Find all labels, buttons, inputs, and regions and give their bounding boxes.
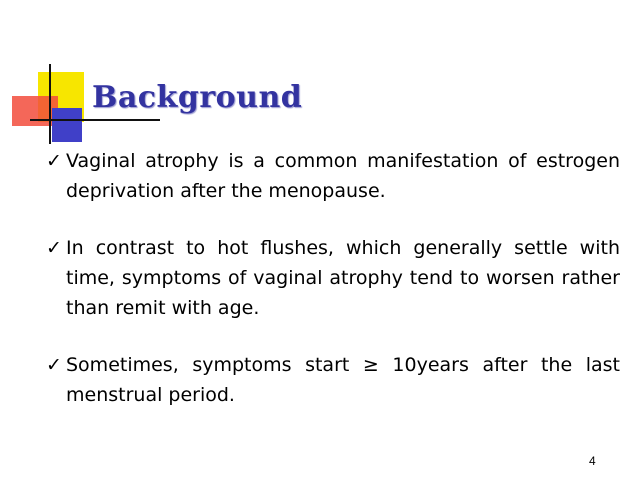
check-mark-icon: ✓ (46, 354, 62, 376)
decorative-horizontal-line (30, 119, 160, 121)
decorative-blue-square (52, 108, 82, 142)
bullet-item (46, 233, 620, 323)
bullet-list (46, 146, 620, 410)
bullet-item (46, 350, 620, 410)
check-mark-icon: ✓ (46, 150, 62, 172)
bullet-text: In contrast to hot flushes, which generally settle with time, symptoms of vaginal atrophy tend to worsen rather than remit with age. (66, 237, 620, 319)
bullet-text: Sometimes, symptoms start ≥ 10years after the last menstrual period. (66, 354, 620, 406)
bullet-item (46, 146, 620, 206)
page-number: 4 (589, 454, 596, 468)
bullet-text: Vaginal atrophy is a common manifestation of estrogen deprivation after the menopause. (66, 150, 620, 202)
check-mark-icon: ✓ (46, 237, 62, 259)
slide-title: Background (92, 80, 303, 115)
decorative-vertical-line (49, 64, 51, 144)
